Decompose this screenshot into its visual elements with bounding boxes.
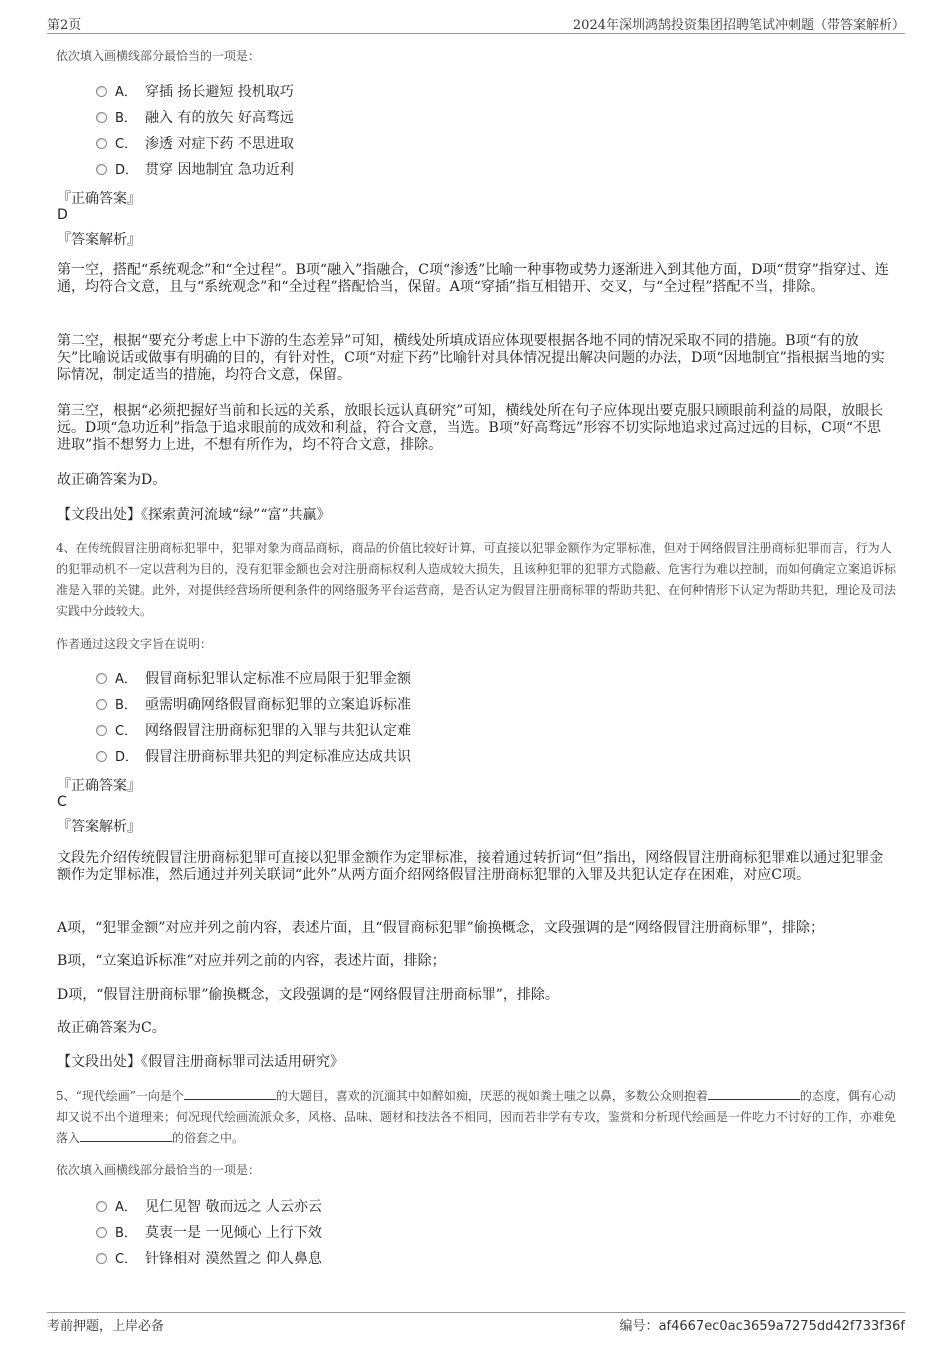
- q4-option-b[interactable]: B． 亟需明确网络假冒商标犯罪的立案追诉标准: [96, 695, 411, 715]
- radio-icon[interactable]: [96, 1227, 107, 1238]
- radio-icon[interactable]: [96, 1201, 107, 1212]
- fill-blank: [80, 1130, 172, 1142]
- q3-analysis-label: 『答案解析』: [57, 232, 141, 248]
- header-divider: [47, 33, 905, 34]
- q4-source: 【文段出处】《假冒注册商标罪司法适用研究》: [57, 1054, 344, 1070]
- q3-source: 【文段出处】《探索黄河流域“绿”“富”共赢》: [57, 507, 331, 523]
- q4-conclusion: 故正确答案为C。: [57, 1020, 166, 1036]
- q3-option-d[interactable]: D． 贯穿 因地制宜 急功近利: [96, 160, 294, 180]
- q3-answer: D: [57, 207, 68, 223]
- footer-divider: [47, 1312, 905, 1313]
- q3-analysis-paragraph: 第二空，根据“要充分考虑上中下游的生态差异”可知，横线处所填成语应体现要根据各地不同的情况采取不同的措施。B项“有的放矢”比喻说话或做事有明确的目的，有针对性，C项“对症下药”比喻针对具体情况提出解决问题的办法，D项“因地制宜”指根据当地的实际情况，制定适当的措施，均符合文意，保留。: [57, 333, 885, 383]
- q3-analysis-paragraph: 第三空，根据“必须把握好当前和长远的关系，放眼长远认真研究”可知，横线处所在句子应体现出要克服只顾眼前利益的局限，放眼长远。D项“急功近利”指急于追求眼前的成效和利益，符合文意，当选。B项“好高骛远”形容不切实际地追求过高过远的目标，C项“不思进取”指不想努力上进，不想有所作为，均不符合文意，排除。: [57, 403, 884, 453]
- q3-conclusion: 故正确答案为D。: [57, 472, 167, 488]
- q4-option-c[interactable]: C． 网络假冒注册商标犯罪的入罪与共犯认定难: [96, 721, 411, 741]
- q3-option-a[interactable]: A． 穿插 扬长避短 投机取巧: [96, 82, 294, 102]
- q4-stem: 4、在传统假冒注册商标犯罪中，犯罪对象为商品商标，商品的价值比较好计算，可直接以犯罪金额作为定罪标准，但对于网络假冒注册商标犯罪而言，行为人的犯罪动机不一定以营利为目的，没有犯罪金额也会对注册商标权利人造成较大损失，且该种犯罪的犯罪方式隐蔽、危害行为难以控制，而如何确定立案追诉标准是入罪的关键。此外，对提供经营场所便利条件的网络服务平台运营商，是否认定为假冒注册商标罪的帮助共犯、在何种情形下认定为帮助共犯，理论及司法实践中分歧较大。: [56, 541, 897, 618]
- radio-icon[interactable]: [96, 164, 107, 175]
- footer-slogan: 考前押题，上岸必备: [47, 1319, 165, 1334]
- q4-option-d[interactable]: D． 假冒注册商标罪共犯的判定标准应达成共识: [96, 747, 411, 767]
- radio-icon[interactable]: [96, 138, 107, 149]
- page-number: 第2页: [47, 18, 82, 33]
- radio-icon[interactable]: [96, 751, 107, 762]
- radio-icon[interactable]: [96, 1253, 107, 1264]
- q4-analysis-paragraph: A项，“犯罪金额”对应并列之前内容，表述片面，且“假冒商标犯罪”偷换概念，文段强调的是“网络假冒注册商标罪”，排除；: [57, 920, 825, 936]
- q4-answer: C: [57, 794, 67, 810]
- q5-option-c[interactable]: C． 针锋相对 漠然置之 仰人鼻息: [96, 1249, 322, 1269]
- document-code: 编号：af4667ec0ac3659a7275dd42f733f36f: [619, 1319, 905, 1334]
- radio-icon[interactable]: [96, 86, 107, 97]
- q3-option-b[interactable]: B． 融入 有的放矢 好高骛远: [96, 108, 294, 128]
- q4-analysis-paragraph: D项，“假冒注册商标罪”偷换概念，文段强调的是“网络假冒注册商标罪”，排除。: [57, 987, 559, 1003]
- document-title: 2024年深圳鸿鹄投资集团招聘笔试冲刺题（带答案解析）: [572, 18, 905, 33]
- q3-option-c[interactable]: C． 渗透 对症下药 不思进取: [96, 134, 294, 154]
- q4-analysis-label: 『答案解析』: [57, 819, 141, 835]
- radio-icon[interactable]: [96, 673, 107, 684]
- q5-option-a[interactable]: A． 见仁见智 敬而远之 人云亦云: [96, 1197, 322, 1217]
- q4-prompt: 作者通过这段文字旨在说明：: [56, 637, 213, 651]
- fill-blank: [708, 1088, 800, 1100]
- fill-blank: [184, 1088, 276, 1100]
- q4-analysis-paragraph: 文段先介绍传统假冒注册商标犯罪可直接以犯罪金额作为定罪标准，接着通过转折词“但”指出，网络假冒注册商标犯罪难以通过犯罪金额作为定罪标准，然后通过并列关联词“此外”从两方面介绍网络假冒注册商标犯罪的入罪及共犯认定存在困难，对应C项。: [57, 850, 884, 883]
- radio-icon[interactable]: [96, 112, 107, 123]
- q4-answer-label: 『正确答案』: [57, 778, 141, 794]
- q3-prompt: 依次填入画横线部分最恰当的一项是：: [56, 49, 261, 63]
- q5-prompt: 依次填入画横线部分最恰当的一项是：: [56, 1163, 261, 1177]
- q3-analysis-paragraph: 第一空，搭配“系统观念”和“全过程”。B项“融入”指融合，C项“渗透”比喻一种事物或势力逐渐进入到其他方面，D项“贯穿”指穿过、连通，均符合文意，且与“系统观念”和“全过程”搭配恰当，保留。A项“穿插”指互相错开、交叉，与“全过程”搭配不当，排除。: [57, 262, 889, 295]
- q5-stem: 5、“现代绘画”一向是个 的大题目，喜欢的沉湎其中如醉如痴，厌恶的视如粪土嗤之以鼻，多数公众则抱着 的态度，偶有心动却又说不出个道理来；何况现代绘画流派众多，风格、品味、题材和技法各不相同，因而若非学有专攻，鉴赏和分析现代绘画是一件吃力不讨好的工作，亦难免落入 的俗套之中。: [56, 1089, 897, 1145]
- radio-icon[interactable]: [96, 725, 107, 736]
- q5-option-b[interactable]: B． 莫衷一是 一见倾心 上行下效: [96, 1223, 322, 1243]
- radio-icon[interactable]: [96, 699, 107, 710]
- q4-option-a[interactable]: A． 假冒商标犯罪认定标准不应局限于犯罪金额: [96, 669, 411, 689]
- q4-analysis-paragraph: B项，“立案追诉标准”对应并列之前的内容，表述片面，排除；: [57, 953, 446, 969]
- q3-answer-label: 『正确答案』: [57, 191, 141, 207]
